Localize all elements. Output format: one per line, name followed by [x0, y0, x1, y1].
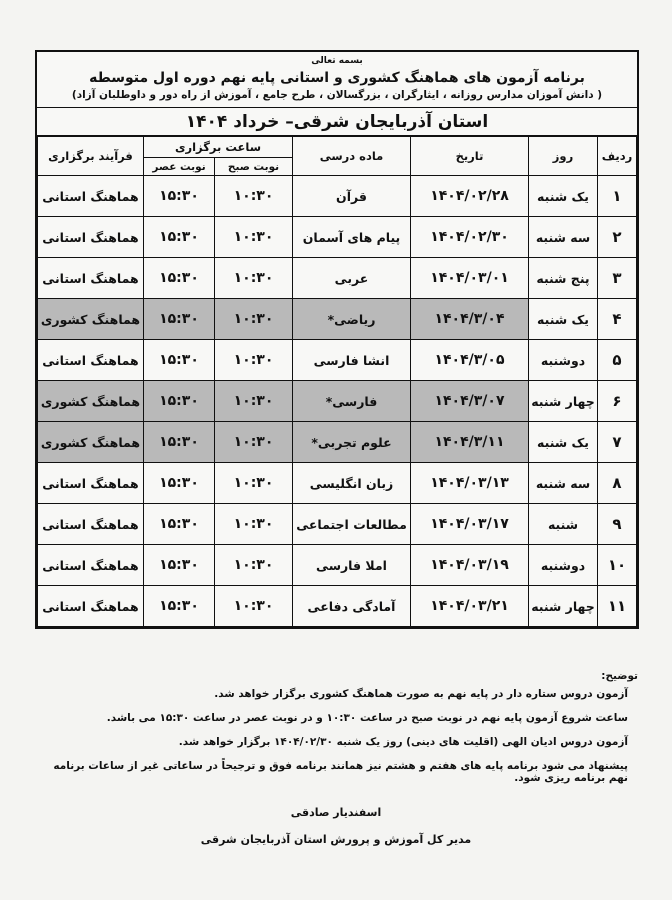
subject-cell: املا فارسی [293, 545, 411, 586]
exam-schedule-table [37, 136, 637, 627]
process-cell: هماهنگ استانی [38, 504, 144, 545]
afternoon-time-cell: ۱۵:۳۰ [143, 545, 214, 586]
day-cell: یک شنبه [529, 422, 598, 463]
date-cell: ۱۴۰۴/۰۳/۱۷ [411, 504, 529, 545]
date-cell: ۱۴۰۴/۰۳/۱۹ [411, 545, 529, 586]
afternoon-time-cell: ۱۵:۳۰ [143, 504, 214, 545]
afternoon-time-cell: ۱۵:۳۰ [143, 422, 214, 463]
basmala: بسمه تعالی [311, 56, 363, 66]
col-header-time: ساعت برگزاری [143, 137, 292, 158]
table-row [38, 176, 637, 217]
date-cell: ۱۴۰۴/۳/۰۷ [411, 381, 529, 422]
document-header [37, 52, 637, 108]
afternoon-time-cell: ۱۵:۳۰ [143, 381, 214, 422]
note-line: ساعت شروع آزمون پایه نهم در نوبت صبح در ساعت ۱۰:۳۰ و در نوبت عصر در ساعت ۱۵:۳۰ می باشد. [106, 712, 628, 724]
subject-cell: پیام های آسمان [293, 217, 411, 258]
row-number: ۲ [598, 217, 637, 258]
row-number: ۴ [598, 299, 637, 340]
col-header-day: روز [529, 137, 598, 176]
afternoon-time-cell: ۱۵:۳۰ [143, 299, 214, 340]
day-cell: دوشنبه [529, 545, 598, 586]
col-header-row: ردیف [598, 137, 637, 176]
date-cell: ۱۴۰۴/۰۳/۲۱ [411, 586, 529, 627]
morning-time-cell: ۱۰:۳۰ [215, 299, 293, 340]
date-cell: ۱۴۰۴/۰۳/۰۱ [411, 258, 529, 299]
process-cell: هماهنگ استانی [38, 463, 144, 504]
date-cell: ۱۴۰۴/۳/۱۱ [411, 422, 529, 463]
subject-cell: انشا فارسی [293, 340, 411, 381]
morning-time-cell: ۱۰:۳۰ [215, 463, 293, 504]
morning-time-cell: ۱۰:۳۰ [215, 504, 293, 545]
day-cell: شنبه [529, 504, 598, 545]
subject-cell: فارسی* [293, 381, 411, 422]
morning-time-cell: ۱۰:۳۰ [215, 217, 293, 258]
afternoon-time-cell: ۱۵:۳۰ [143, 463, 214, 504]
row-number: ۱۱ [598, 586, 637, 627]
note-line: آزمون دروس ادیان الهی (اقلیت های دینی) روز یک شنبه ۱۴۰۴/۰۲/۳۰ برگزار خواهد شد. [178, 736, 628, 748]
date-cell: ۱۴۰۴/۳/۰۵ [411, 340, 529, 381]
col-header-subject: ماده درسی [293, 137, 411, 176]
table-row [38, 340, 637, 381]
morning-time-cell: ۱۰:۳۰ [215, 381, 293, 422]
morning-time-cell: ۱۰:۳۰ [215, 258, 293, 299]
subject-cell: زبان انگلیسی [293, 463, 411, 504]
signatory-role: مدیر کل آموزش و پرورش استان آذربایجان شرقی [200, 833, 472, 846]
col-header-process: فرآیند برگزاری [38, 137, 144, 176]
row-number: ۱ [598, 176, 637, 217]
date-cell: ۱۴۰۴/۳/۰۴ [411, 299, 529, 340]
morning-time-cell: ۱۰:۳۰ [215, 586, 293, 627]
schedule-sheet [35, 50, 639, 629]
subject-cell: عربی [293, 258, 411, 299]
process-cell: هماهنگ استانی [38, 545, 144, 586]
process-cell: هماهنگ کشوری [38, 299, 144, 340]
signatory-name: اسفندیار صادقی [290, 806, 382, 819]
subject-cell: آمادگی دفاعی [293, 586, 411, 627]
morning-time-cell: ۱۰:۳۰ [215, 176, 293, 217]
table-row [38, 422, 637, 463]
table-row [38, 381, 637, 422]
table-row [38, 217, 637, 258]
morning-time-cell: ۱۰:۳۰ [215, 340, 293, 381]
row-number: ۸ [598, 463, 637, 504]
subject-cell: علوم تجربی* [293, 422, 411, 463]
process-cell: هماهنگ استانی [38, 340, 144, 381]
subject-cell: ریاضی* [293, 299, 411, 340]
row-number: ۱۰ [598, 545, 637, 586]
process-cell: هماهنگ استانی [38, 217, 144, 258]
row-number: ۷ [598, 422, 637, 463]
date-cell: ۱۴۰۴/۰۲/۲۸ [411, 176, 529, 217]
afternoon-time-cell: ۱۵:۳۰ [143, 586, 214, 627]
date-cell: ۱۴۰۴/۰۳/۱۳ [411, 463, 529, 504]
process-cell: هماهنگ استانی [38, 176, 144, 217]
day-cell: سه شنبه [529, 463, 598, 504]
col-header-morning: نوبت صبح [215, 158, 293, 176]
day-cell: چهار شنبه [529, 381, 598, 422]
province-heading: استان آذربایجان شرقی– خرداد ۱۴۰۴ [37, 108, 637, 136]
process-cell: هماهنگ کشوری [38, 381, 144, 422]
row-number: ۶ [598, 381, 637, 422]
afternoon-time-cell: ۱۵:۳۰ [143, 340, 214, 381]
morning-time-cell: ۱۰:۳۰ [215, 422, 293, 463]
note-line: پیشنهاد می شود برنامه پایه های هفتم و هشتم نیز همانند برنامه فوق و ترجیحاً در ساعاتی غیر از ساعات برنامه نهم برنامه ریزی شود. [53, 760, 628, 784]
row-number: ۵ [598, 340, 637, 381]
document-subtitle: ( دانش آموزان مدارس روزانه ، ایثارگران ، بزرگسالان ، طرح جامع ، آموزش از راه دور و داوطلبان آزاد) [71, 89, 603, 101]
row-number: ۹ [598, 504, 637, 545]
process-cell: هماهنگ کشوری [38, 422, 144, 463]
subject-cell: مطالعات اجتماعی [293, 504, 411, 545]
day-cell: دوشنبه [529, 340, 598, 381]
afternoon-time-cell: ۱۵:۳۰ [143, 217, 214, 258]
afternoon-time-cell: ۱۵:۳۰ [143, 258, 214, 299]
signature-block [0, 806, 672, 860]
process-cell: هماهنگ استانی [38, 258, 144, 299]
afternoon-time-cell: ۱۵:۳۰ [143, 176, 214, 217]
day-cell: سه شنبه [529, 217, 598, 258]
table-row [38, 299, 637, 340]
day-cell: یک شنبه [529, 176, 598, 217]
notes-section [35, 670, 638, 796]
note-line: آزمون دروس ستاره دار در پایه نهم به صورت هماهنگ کشوری برگزار خواهد شد. [214, 688, 628, 700]
process-cell: هماهنگ استانی [38, 586, 144, 627]
morning-time-cell: ۱۰:۳۰ [215, 545, 293, 586]
day-cell: پنج شنبه [529, 258, 598, 299]
table-row [38, 545, 637, 586]
subject-cell: قرآن [293, 176, 411, 217]
col-header-date: تاریخ [411, 137, 529, 176]
day-cell: یک شنبه [529, 299, 598, 340]
row-number: ۳ [598, 258, 637, 299]
notes-label: توضیح: [601, 670, 638, 682]
document-title: برنامه آزمون های هماهنگ کشوری و استانی پایه نهم دوره اول متوسطه [89, 70, 585, 86]
table-row [38, 586, 637, 627]
table-row [38, 504, 637, 545]
table-row [38, 258, 637, 299]
table-row [38, 463, 637, 504]
day-cell: چهار شنبه [529, 586, 598, 627]
date-cell: ۱۴۰۴/۰۲/۳۰ [411, 217, 529, 258]
col-header-afternoon: نوبت عصر [143, 158, 214, 176]
